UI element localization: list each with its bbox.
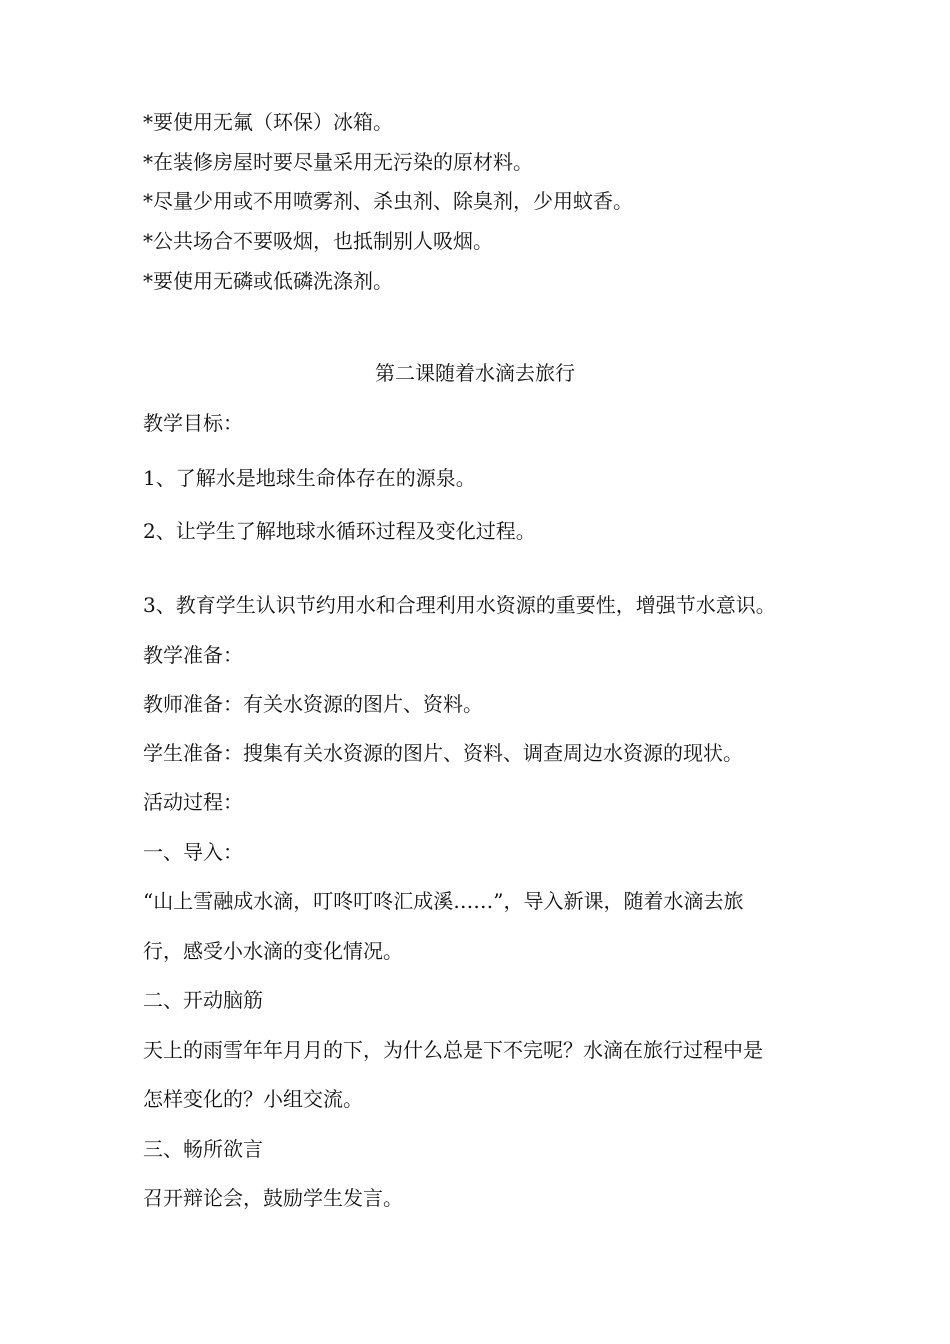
- objective-item: 2、让学生了解地球水循环过程及变化过程。: [143, 519, 536, 543]
- bullet-item: *要使用无磷或低磷洗涤剂。: [143, 269, 393, 293]
- student-prep: 学生准备：搜集有关水资源的图片、资料、调查周边水资源的现状。: [143, 741, 743, 765]
- objective-item: 1、了解水是地球生命体存在的源泉。: [143, 466, 476, 490]
- section-text-intro-cont: 行，感受小水滴的变化情况。: [143, 939, 403, 963]
- objectives-heading: 教学目标：: [143, 411, 243, 435]
- section-text-intro: “山上雪融成水滴，叮咚叮咚汇成溪……”，导入新课，随着水滴去旅: [143, 889, 744, 913]
- bullet-item: *公共场合不要吸烟，也抵制别人吸烟。: [143, 229, 493, 253]
- bullet-item: *要使用无氟（环保）冰箱。: [143, 110, 393, 134]
- bullet-item: *尽量少用或不用喷雾剂、杀虫剂、除臭剂，少用蚊香。: [143, 189, 633, 213]
- process-heading: 活动过程：: [143, 790, 243, 814]
- section-text-brainstorm: 天上的雨雪年年月月的下，为什么总是下不完呢？水滴在旅行过程中是: [143, 1038, 763, 1062]
- objective-item: 3、教育学生认识节约用水和合理利用水资源的重要性，增强节水意识。: [143, 593, 776, 617]
- section-text-brainstorm-cont: 怎样变化的？小组交流。: [143, 1087, 363, 1111]
- bullet-item: *在装修房屋时要尽量采用无污染的原材料。: [143, 150, 533, 174]
- section-heading-intro: 一、导入：: [143, 840, 243, 864]
- preparation-heading: 教学准备：: [143, 643, 243, 667]
- lesson-title: 第二课随着水滴去旅行: [375, 361, 575, 385]
- section-heading-brainstorm: 二、开动脑筋: [143, 988, 263, 1012]
- section-text-discussion: 召开辩论会，鼓励学生发言。: [143, 1186, 403, 1210]
- section-heading-discussion: 三、畅所欲言: [143, 1137, 263, 1161]
- teacher-prep: 教师准备：有关水资源的图片、资料。: [143, 692, 483, 716]
